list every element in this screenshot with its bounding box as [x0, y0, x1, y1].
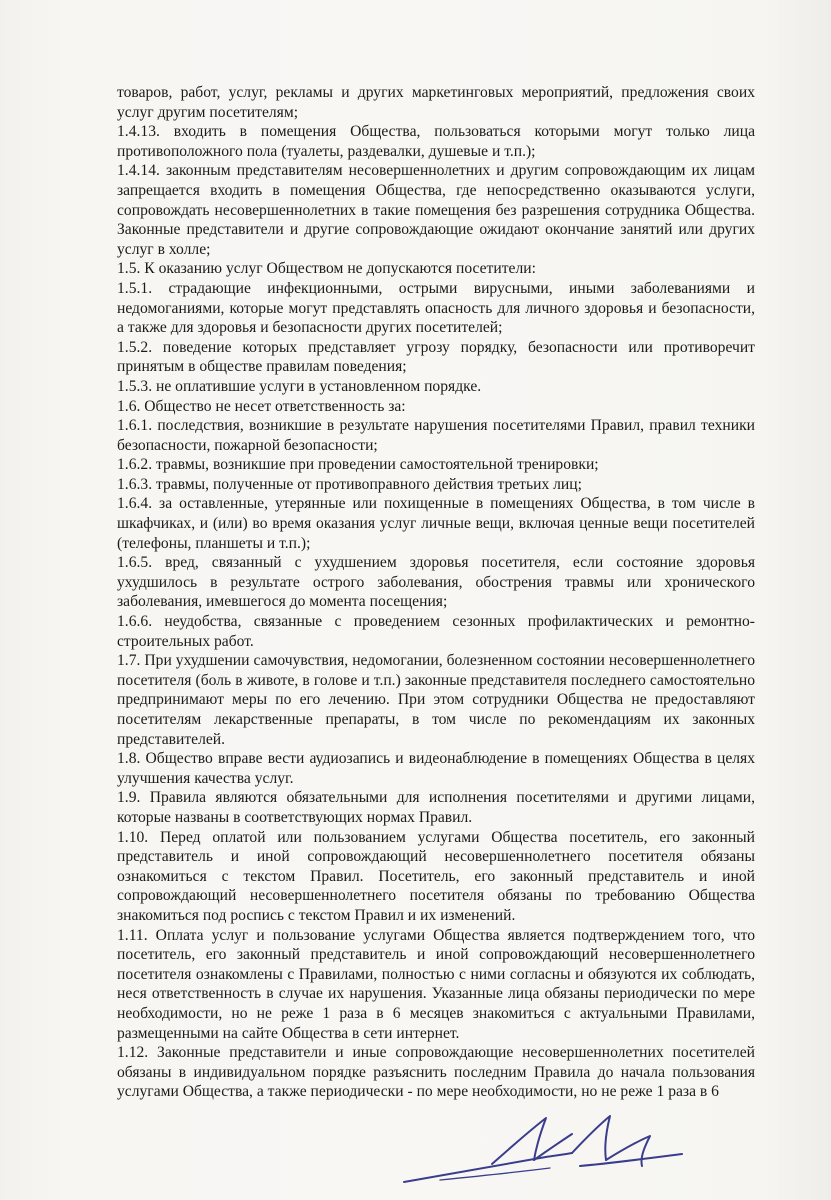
clause-1-6: 1.6. Общество не несет ответственность за:	[117, 397, 406, 415]
clause-1-8: 1.8. Общество вправе вести аудиозапись и видеонаблюдение в помещениях Общества в целях улучшения качества услуг.	[117, 750, 755, 787]
clause-1-4-13: 1.4.13. входить в помещения Общества, пользоваться которыми могут только лица противоположного пола (туалеты, раздевалки, душевые и т.п.);	[117, 123, 755, 160]
clause-1-12: 1.12. Законные представители и иные сопровождающие несовершеннолетних посетителей обязаны в индивидуальном порядке разъяснить последним Правила до начала пользования услугами Общества, а также периодически - по мере необходимости, но не реже 1 раза в 6	[117, 1044, 755, 1101]
clause-1-10: 1.10. Перед оплатой или пользованием услугами Общества посетитель, его законный представитель и иной сопровождающий несовершеннолетнего посетителя обязаны ознакомиться с текстом Правил. Посетитель, его законный представитель и иной сопровождающий несовершеннолетнего посетителя обязаны по требованию Общества знакомиться под роспись с текстом Правил и их изменений.	[117, 828, 755, 924]
clause-1-5-3: 1.5.3. не оплатившие услуги в установленном порядке.	[117, 377, 482, 395]
paragraph-continuation: товаров, работ, услуг, рекламы и других маркетинговых мероприятий, предложения своих услуг другим посетителям;	[117, 84, 755, 121]
clause-1-7: 1.7. При ухудшении самочувствия, недомогании, болезненном состоянии несовершеннолетнего посетителя (боль в животе, в голове и т.п.) законные представителя последнего самостоятельно предпринимают меры по его лечению. При этом сотрудники Общества не предоставляют посетителям лекарственные препараты, в том числе по рекомендациям их законных представителей.	[117, 652, 755, 748]
clause-1-11: 1.11. Оплата услуг и пользование услугами Общества является подтверждением того, что посетитель, его законный представитель и иной сопровождающий несовершеннолетнего посетителя ознакомлены с Правилами, полностью с ними согласны и обязуются их соблюдать, неся ответственность в случае их нарушения. Указанные лица обязаны периодически по мере необходимости, но не реже 1 раза в 6 месяцев знакомиться с актуальными Правилами, размещенными на сайте Общества в сети интернет.	[117, 926, 755, 1042]
clause-1-5-2: 1.5.2. поведение которых представляет угрозу порядку, безопасности или противоречит принятым в обществе правилам поведения;	[117, 338, 755, 376]
clause-1-6-6: 1.6.6. неудобства, связанные с проведением сезонных профилактических и ремонтно-строительных работ.	[117, 613, 755, 650]
clause-1-4-14: 1.4.14. законным представителям несовершеннолетних и другим сопровождающим их лицам запрещается входить в помещения Общества, где непосредственно оказываются услуги, сопровождать несовершеннолетних в такие помещения без разрешения сотрудника Общества. Законные представители и другие сопровождающие ожидают окончание занятий или других услуг в холле;	[117, 162, 755, 258]
clause-1-6-5: 1.6.5. вред, связанный с ухудшением здоровья посетителя, если состояние здоровья ухудшилось в результате острого заболевания, обострения травмы или хронического заболевания, имевшегося до момента посещения;	[117, 554, 755, 611]
document-body	[117, 83, 755, 1102]
clause-1-5-1: 1.5.1. страдающие инфекционными, острыми вирусными, иными заболеваниями и недомоганиями, которые могут представлять опасность для личного здоровья и безопасности, а также для здоровья и безопасности других посетителей;	[117, 279, 755, 337]
handwritten-signature	[400, 1108, 690, 1188]
clause-1-5: 1.5. К оказанию услуг Обществом не допускаются посетители:	[117, 260, 536, 278]
clause-1-6-3: 1.6.3. травмы, полученные от противоправного действия третьих лиц;	[117, 475, 582, 493]
clause-1-6-1: 1.6.1. последствия, возникшие в результате нарушения посетителями Правил, правил техники безопасности, пожарной безопасности;	[117, 417, 755, 454]
clause-1-6-2: 1.6.2. травмы, возникшие при проведении самостоятельной тренировки;	[117, 456, 599, 474]
clause-1-6-4: 1.6.4. за оставленные, утерянные или похищенные в помещениях Общества, в том числе в шкафчиках, и (или) во время оказания услуг личные вещи, включая ценные вещи посетителей (телефоны, планшеты и т.п.);	[117, 495, 755, 552]
clause-1-9: 1.9. Правила являются обязательными для исполнения посетителями и другими лицами, которые названы в соответствующих нормах Правил.	[117, 789, 755, 826]
